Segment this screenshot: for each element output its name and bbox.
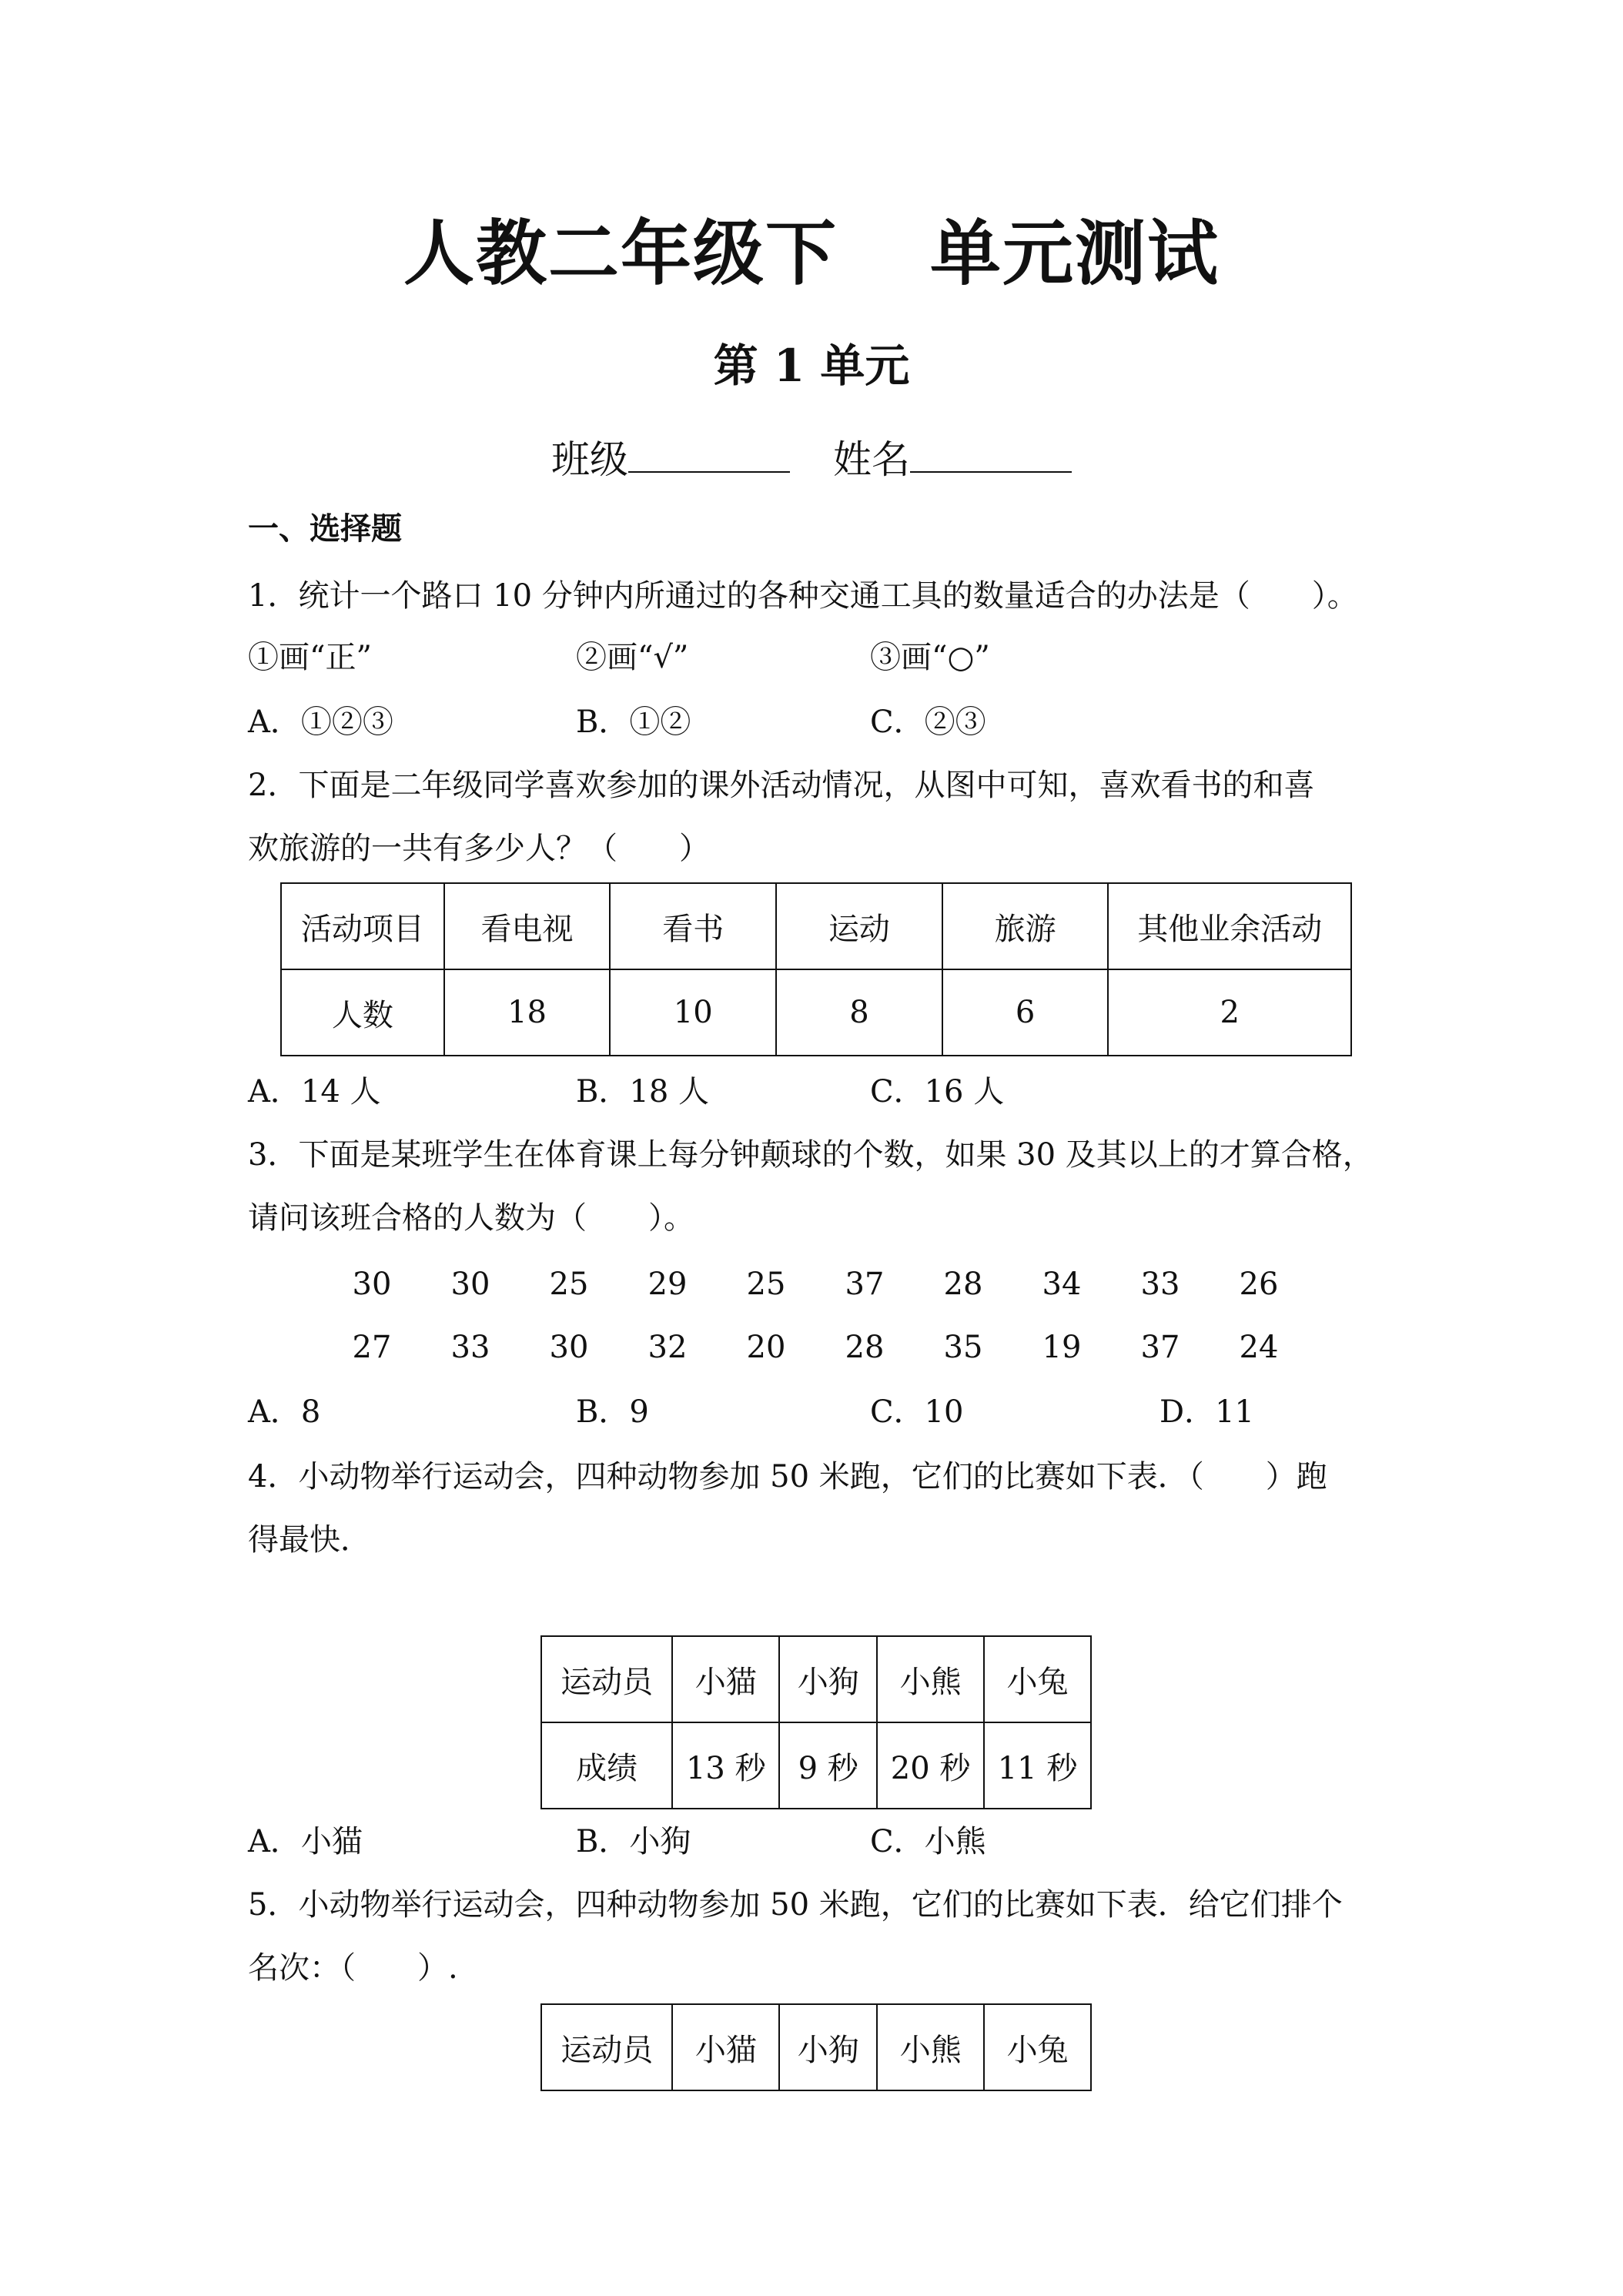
- q4-option-b[interactable]: B．小狗: [576, 1824, 691, 1859]
- table-cell: 小猫: [672, 2004, 779, 2090]
- data-value: 33: [1140, 1267, 1180, 1302]
- data-value: 28: [943, 1267, 983, 1302]
- q1-option-b[interactable]: B．①②: [576, 705, 691, 740]
- table-cell: 成绩: [541, 1722, 672, 1809]
- table-cell: 小兔: [984, 1636, 1091, 1722]
- name-blank[interactable]: [910, 431, 1072, 473]
- q4-option-c[interactable]: C．小熊: [870, 1824, 986, 1859]
- table-cell: 13 秒: [672, 1722, 779, 1809]
- race-table-header-row: [541, 1636, 1091, 1722]
- table-cell: 20 秒: [877, 1722, 984, 1809]
- unit-subtitle: 第 1 单元: [713, 340, 910, 392]
- data-value: 30: [450, 1267, 490, 1302]
- table-cell: 活动项目: [281, 883, 444, 969]
- q3-option-c[interactable]: C．10: [870, 1394, 964, 1430]
- race-table-data-row: [541, 1722, 1091, 1809]
- class-label: 班级: [551, 437, 628, 482]
- name-label: 姓名: [833, 437, 910, 482]
- table-cell: 10: [610, 969, 776, 1056]
- q2-stem-line2: 欢旅游的一共有多少人？（ ）: [248, 831, 710, 866]
- title-right: 单元测试: [930, 213, 1220, 295]
- data-value: 29: [648, 1267, 688, 1302]
- table-cell: 小兔: [984, 2004, 1091, 2090]
- data-value: 19: [1042, 1330, 1082, 1365]
- data-value: 25: [549, 1267, 589, 1302]
- data-value: 28: [845, 1330, 885, 1365]
- q1-option-a[interactable]: A．①②③: [248, 705, 393, 740]
- q4-stem-line2: 得最快．: [248, 1522, 371, 1558]
- table-cell: 运动员: [541, 2004, 672, 2090]
- page-title: [0, 212, 1623, 296]
- data-value: 35: [943, 1330, 983, 1365]
- q1-method-3: ③画“○”: [870, 640, 990, 675]
- class-blank[interactable]: [628, 431, 790, 473]
- data-value: 30: [352, 1267, 392, 1302]
- q3-stem-line1: 3．下面是某班学生在体育课上每分钟颠球的个数，如果 30 及其以上的才算合格，: [248, 1137, 1374, 1173]
- table-cell: 8: [776, 969, 942, 1056]
- table-cell: 2: [1108, 969, 1351, 1056]
- table-cell: 6: [942, 969, 1109, 1056]
- table-cell: 看电视: [444, 883, 611, 969]
- activity-table-header-row: [281, 883, 1351, 969]
- data-value: 25: [746, 1267, 786, 1302]
- data-value: 37: [1140, 1330, 1180, 1365]
- data-value: 37: [845, 1267, 885, 1302]
- q2-option-c[interactable]: C．16 人: [870, 1074, 1005, 1110]
- q1-option-c[interactable]: C．②③: [870, 705, 986, 740]
- section-heading: 一、选择题: [248, 511, 402, 547]
- table-cell: 运动员: [541, 1636, 672, 1722]
- table-cell: 旅游: [942, 883, 1109, 969]
- q2-option-a[interactable]: A．14 人: [248, 1074, 381, 1110]
- table-cell: 18: [444, 969, 611, 1056]
- q3-option-d[interactable]: D．11: [1160, 1394, 1254, 1430]
- table-cell: 小熊: [877, 1636, 984, 1722]
- data-value: 27: [352, 1330, 392, 1365]
- q2-option-b[interactable]: B．18 人: [576, 1074, 710, 1110]
- data-value: 26: [1239, 1267, 1279, 1302]
- q3-option-b[interactable]: B．9: [576, 1394, 649, 1430]
- q1-method-2: ②画“√”: [576, 640, 689, 675]
- class-name-line: [0, 431, 1623, 484]
- q2-stem-line1: 2．下面是二年级同学喜欢参加的课外活动情况，从图中可知，喜欢看书的和喜: [248, 768, 1315, 803]
- q5-stem-line2: 名次：（ ）.: [248, 1950, 458, 1986]
- data-value: 32: [648, 1330, 688, 1365]
- table-cell: 小狗: [779, 1636, 877, 1722]
- data-value: 30: [549, 1330, 589, 1365]
- table-cell: 小熊: [877, 2004, 984, 2090]
- table-cell: 小猫: [672, 1636, 779, 1722]
- q5-stem-line1: 5．小动物举行运动会，四种动物参加 50 米跑，它们的比赛如下表．给它们排个: [248, 1887, 1343, 1923]
- q1-method-1: ①画“正”: [248, 640, 372, 675]
- q3-stem-line2: 请问该班合格的人数为（ ）。: [248, 1200, 694, 1236]
- race-table-q5: [540, 2003, 1092, 2091]
- q4-option-a[interactable]: A．小猫: [248, 1824, 363, 1859]
- title-left: 人教二年级下: [403, 213, 838, 295]
- q3-option-a[interactable]: A．8: [248, 1394, 321, 1430]
- race-table-header-row: [541, 2004, 1091, 2090]
- q4-stem-line1: 4．小动物举行运动会，四种动物参加 50 米跑，它们的比赛如下表．（ ）跑: [248, 1459, 1327, 1494]
- q3-number-row-2: [0, 1327, 1623, 1367]
- q3-number-row-1: [0, 1264, 1623, 1304]
- data-value: 24: [1239, 1330, 1279, 1365]
- activity-table-data-row: [281, 969, 1351, 1056]
- activity-table: [280, 882, 1352, 1056]
- q1-stem: 1．统计一个路口 10 分钟内所通过的各种交通工具的数量适合的办法是（ ）。: [248, 578, 1358, 614]
- table-cell: 11 秒: [984, 1722, 1091, 1809]
- table-cell: 运动: [776, 883, 942, 969]
- table-cell: 人数: [281, 969, 444, 1056]
- data-value: 20: [746, 1330, 786, 1365]
- table-cell: 小狗: [779, 2004, 877, 2090]
- table-cell: 其他业余活动: [1108, 883, 1351, 969]
- data-value: 33: [450, 1330, 490, 1365]
- table-cell: 看书: [610, 883, 776, 969]
- data-value: 34: [1042, 1267, 1082, 1302]
- race-table-q4: [540, 1635, 1092, 1809]
- table-cell: 9 秒: [779, 1722, 877, 1809]
